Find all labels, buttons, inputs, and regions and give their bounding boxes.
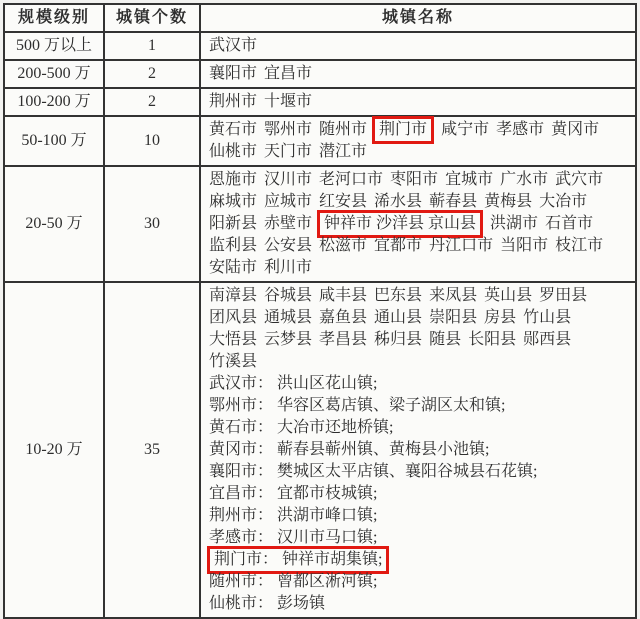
town-name: 石首市 xyxy=(545,215,594,232)
red-highlight-box: 钟祥市 沙洋县 京山县 xyxy=(317,210,483,238)
town-name: 监利县 xyxy=(209,237,258,254)
town-name: 秭归县 xyxy=(374,331,423,348)
town-name: 孝感市 xyxy=(496,121,545,138)
names-block xyxy=(209,417,630,439)
town-name: 浠水县 xyxy=(374,193,423,210)
town-name: 宜昌市 xyxy=(264,65,313,82)
town-name: 黄梅县 xyxy=(484,193,533,210)
table-row xyxy=(4,88,636,116)
town-name: 云梦县 xyxy=(264,331,313,348)
town-name: 谷城县 xyxy=(264,287,313,304)
town-name: 南漳县 xyxy=(209,287,258,304)
town-name: 襄阳市： 樊城区太平店镇、襄阳谷城县石花镇; xyxy=(209,463,538,480)
names-block xyxy=(209,505,630,527)
town-name: 仙桃市： 彭场镇 xyxy=(209,595,326,612)
town-name: 罗田县 xyxy=(539,287,588,304)
town-count-cell: 2 xyxy=(104,60,200,88)
town-name: 天门市 xyxy=(264,143,313,160)
red-highlight-box: 荆门市 xyxy=(372,116,434,144)
town-name: 枣阳市 xyxy=(390,171,439,188)
header-town-names: 城镇名称 xyxy=(200,4,636,32)
names-block xyxy=(209,571,630,593)
scale-level-cell: 200-500 万 xyxy=(4,60,104,88)
town-name: 武汉市 xyxy=(209,37,258,54)
town-name: 松滋市 xyxy=(319,237,368,254)
town-count-cell: 10 xyxy=(104,116,200,166)
town-name: 宜都市 xyxy=(374,237,423,254)
town-name: 武汉市： 洪山区花山镇; xyxy=(209,375,378,392)
town-name: 武穴市 xyxy=(555,171,604,188)
table-body xyxy=(4,32,636,618)
names-block xyxy=(209,35,630,57)
town-count-cell: 2 xyxy=(104,88,200,116)
town-name: 仙桃市 xyxy=(209,143,258,160)
town-name: 利川市 xyxy=(264,259,313,276)
header-scale-level: 规模级别 xyxy=(4,4,104,32)
header-row xyxy=(4,4,636,32)
town-name: 咸丰县 xyxy=(319,287,368,304)
town-names-cell xyxy=(200,88,636,116)
town-name: 应城市 xyxy=(264,193,313,210)
town-name: 公安县 xyxy=(264,237,313,254)
town-name: 孝昌县 xyxy=(319,331,368,348)
town-name: 郧西县 xyxy=(523,331,572,348)
header-town-count: 城镇个数 xyxy=(104,4,200,32)
town-name: 宜昌市： 宜都市枝城镇; xyxy=(209,485,378,502)
table-row xyxy=(4,166,636,282)
scale-level-cell: 10-20 万 xyxy=(4,282,104,618)
town-count-cell: 30 xyxy=(104,166,200,282)
town-names-cell xyxy=(200,32,636,60)
town-name: 来凤县 xyxy=(429,287,478,304)
town-name: 长阳县 xyxy=(468,331,517,348)
names-block xyxy=(209,119,630,163)
town-name: 竹溪县 xyxy=(209,353,258,370)
town-name: 竹山县 xyxy=(523,309,572,326)
table-row xyxy=(4,116,636,166)
town-name: 巴东县 xyxy=(374,287,423,304)
town-name: 通城县 xyxy=(264,309,313,326)
town-name: 广水市 xyxy=(500,171,549,188)
scale-level-cell: 100-200 万 xyxy=(4,88,104,116)
scale-level-cell: 50-100 万 xyxy=(4,116,104,166)
town-name: 蕲春县 xyxy=(429,193,478,210)
town-name: 咸宁市 xyxy=(441,121,490,138)
town-name: 崇阳县 xyxy=(429,309,478,326)
names-block xyxy=(209,169,630,279)
town-name: 十堰市 xyxy=(264,93,313,110)
town-name: 丹江口市 xyxy=(429,237,494,254)
names-block xyxy=(209,63,630,85)
scale-level-cell: 20-50 万 xyxy=(4,166,104,282)
town-name: 阳新县 xyxy=(209,215,258,232)
town-name: 安陆市 xyxy=(209,259,258,276)
names-block xyxy=(209,483,630,505)
town-name: 赤壁市 xyxy=(264,215,313,232)
town-name: 麻城市 xyxy=(209,193,258,210)
town-name: 当阳市 xyxy=(500,237,549,254)
town-name: 枝江市 xyxy=(555,237,604,254)
table-row xyxy=(4,60,636,88)
town-name: 随县 xyxy=(429,331,462,348)
town-names-cell xyxy=(200,60,636,88)
town-name: 黄石市 xyxy=(209,121,258,138)
town-names-cell xyxy=(200,116,636,166)
names-block xyxy=(209,373,630,395)
names-block xyxy=(209,91,630,113)
town-name: 宜城市 xyxy=(445,171,494,188)
town-name: 英山县 xyxy=(484,287,533,304)
town-name: 黄石市： 大冶市还地桥镇; xyxy=(209,419,394,436)
names-block xyxy=(209,461,630,483)
town-name: 孝感市： 汉川市马口镇; xyxy=(209,529,378,546)
town-name: 通山县 xyxy=(374,309,423,326)
town-name: 潜江市 xyxy=(319,143,368,160)
names-block xyxy=(209,285,630,373)
town-name: 老河口市 xyxy=(319,171,384,188)
names-block xyxy=(209,395,630,417)
town-name: 荆州市： 洪湖市峰口镇; xyxy=(209,507,378,524)
town-count-cell: 35 xyxy=(104,282,200,618)
town-name: 鄂州市 xyxy=(264,121,313,138)
table-row xyxy=(4,282,636,618)
scale-level-cell: 500 万以上 xyxy=(4,32,104,60)
town-count-cell: 1 xyxy=(104,32,200,60)
town-name: 恩施市 xyxy=(209,171,258,188)
town-names-cell xyxy=(200,282,636,618)
town-name: 汉川市 xyxy=(264,171,313,188)
town-name: 襄阳市 xyxy=(209,65,258,82)
town-name: 红安县 xyxy=(319,193,368,210)
town-name: 大冶市 xyxy=(539,193,588,210)
town-name: 黄冈市： 蕲春县蕲州镇、黄梅县小池镇; xyxy=(209,441,490,458)
town-name: 团风县 xyxy=(209,309,258,326)
town-name: 荆州市 xyxy=(209,93,258,110)
names-block xyxy=(209,549,630,571)
town-name: 黄冈市 xyxy=(551,121,600,138)
table-row xyxy=(4,32,636,60)
town-name: 鄂州市： 华容区葛店镇、梁子湖区太和镇; xyxy=(209,397,506,414)
names-block xyxy=(209,439,630,461)
town-names-cell xyxy=(200,166,636,282)
town-name: 洪湖市 xyxy=(490,215,539,232)
red-highlight-box: 荆门市： 钟祥市胡集镇; xyxy=(207,546,389,574)
town-scale-table xyxy=(3,3,637,619)
town-name: 嘉鱼县 xyxy=(319,309,368,326)
town-name: 大悟县 xyxy=(209,331,258,348)
town-name: 随州市 xyxy=(319,121,368,138)
town-name: 房县 xyxy=(484,309,517,326)
town-name: 随州市： 曾都区淅河镇; xyxy=(209,573,378,590)
